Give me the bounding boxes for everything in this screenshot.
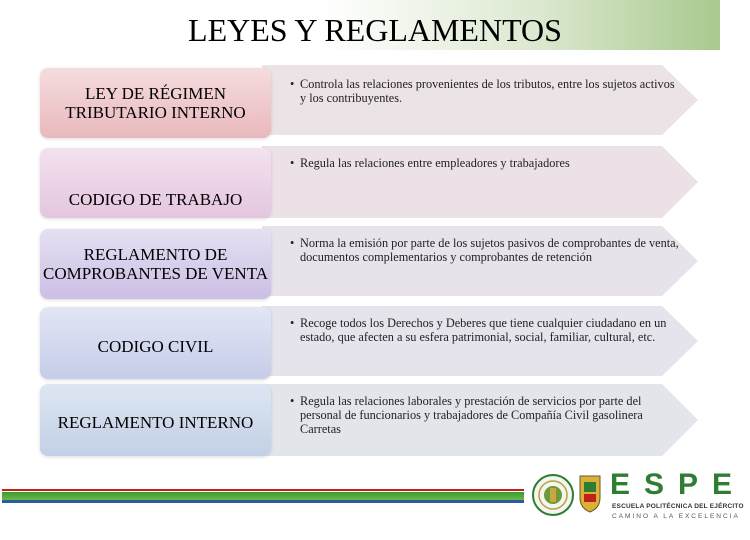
law-label: LEY DE RÉGIMEN TRIBUTARIO INTERNO — [65, 84, 246, 122]
law-box — [40, 148, 271, 218]
law-description: • Recoge todos los Derechos y Deberes que tiene cualquier ciudadano en un estado, que afecten a su esfera patrimonial, social, familiar, cultural, etc. — [290, 316, 667, 344]
page-title: LEYES Y REGLAMENTOS — [188, 12, 562, 48]
law-label: CODIGO CIVIL — [97, 336, 214, 356]
bullet-icon: • — [290, 156, 295, 170]
law-description: • Regula las relaciones entre empleadores y trabajadores — [290, 156, 570, 170]
logo-tagline: CAMINO A LA EXCELENCIA — [612, 513, 740, 520]
bullet-icon: • — [290, 316, 295, 330]
shield-icon — [578, 474, 602, 514]
law-description: • Controla las relaciones provenientes de los tributos, entre los sujetos activos y los contribuyentes. — [290, 77, 675, 105]
university-seal-icon — [532, 474, 574, 516]
bullet-icon: • — [290, 394, 295, 408]
law-description: • Norma la emisión por parte de los sujetos pasivos de comprobantes de venta, documentos complementarios y comprobantes de retención — [290, 236, 679, 264]
law-label: REGLAMENTO DE COMPROBANTES DE VENTA — [42, 245, 268, 283]
law-label: CODIGO DE TRABAJO — [68, 189, 243, 209]
law-box — [40, 307, 271, 379]
law-box — [40, 68, 271, 138]
espe-logo — [530, 468, 747, 538]
footer-stripe-green — [2, 492, 524, 500]
law-label: REGLAMENTO INTERNO — [57, 412, 254, 432]
law-box — [40, 384, 271, 456]
law-box — [40, 229, 271, 299]
law-description: • Regula las relaciones laborales y prestación de servicios por parte del personal de funcionarios y trabajadores de Compañía Civil gasolinera Carretas — [290, 394, 643, 436]
footer-stripe-blue — [2, 500, 524, 503]
logo-subtitle: ESCUELA POLITÉCNICA DEL EJÉRCITO — [612, 503, 744, 510]
logo-wordmark: ESPE — [610, 468, 747, 501]
bullet-icon: • — [290, 77, 295, 91]
footer-stripe-red — [2, 489, 524, 491]
bullet-icon: • — [290, 236, 295, 250]
